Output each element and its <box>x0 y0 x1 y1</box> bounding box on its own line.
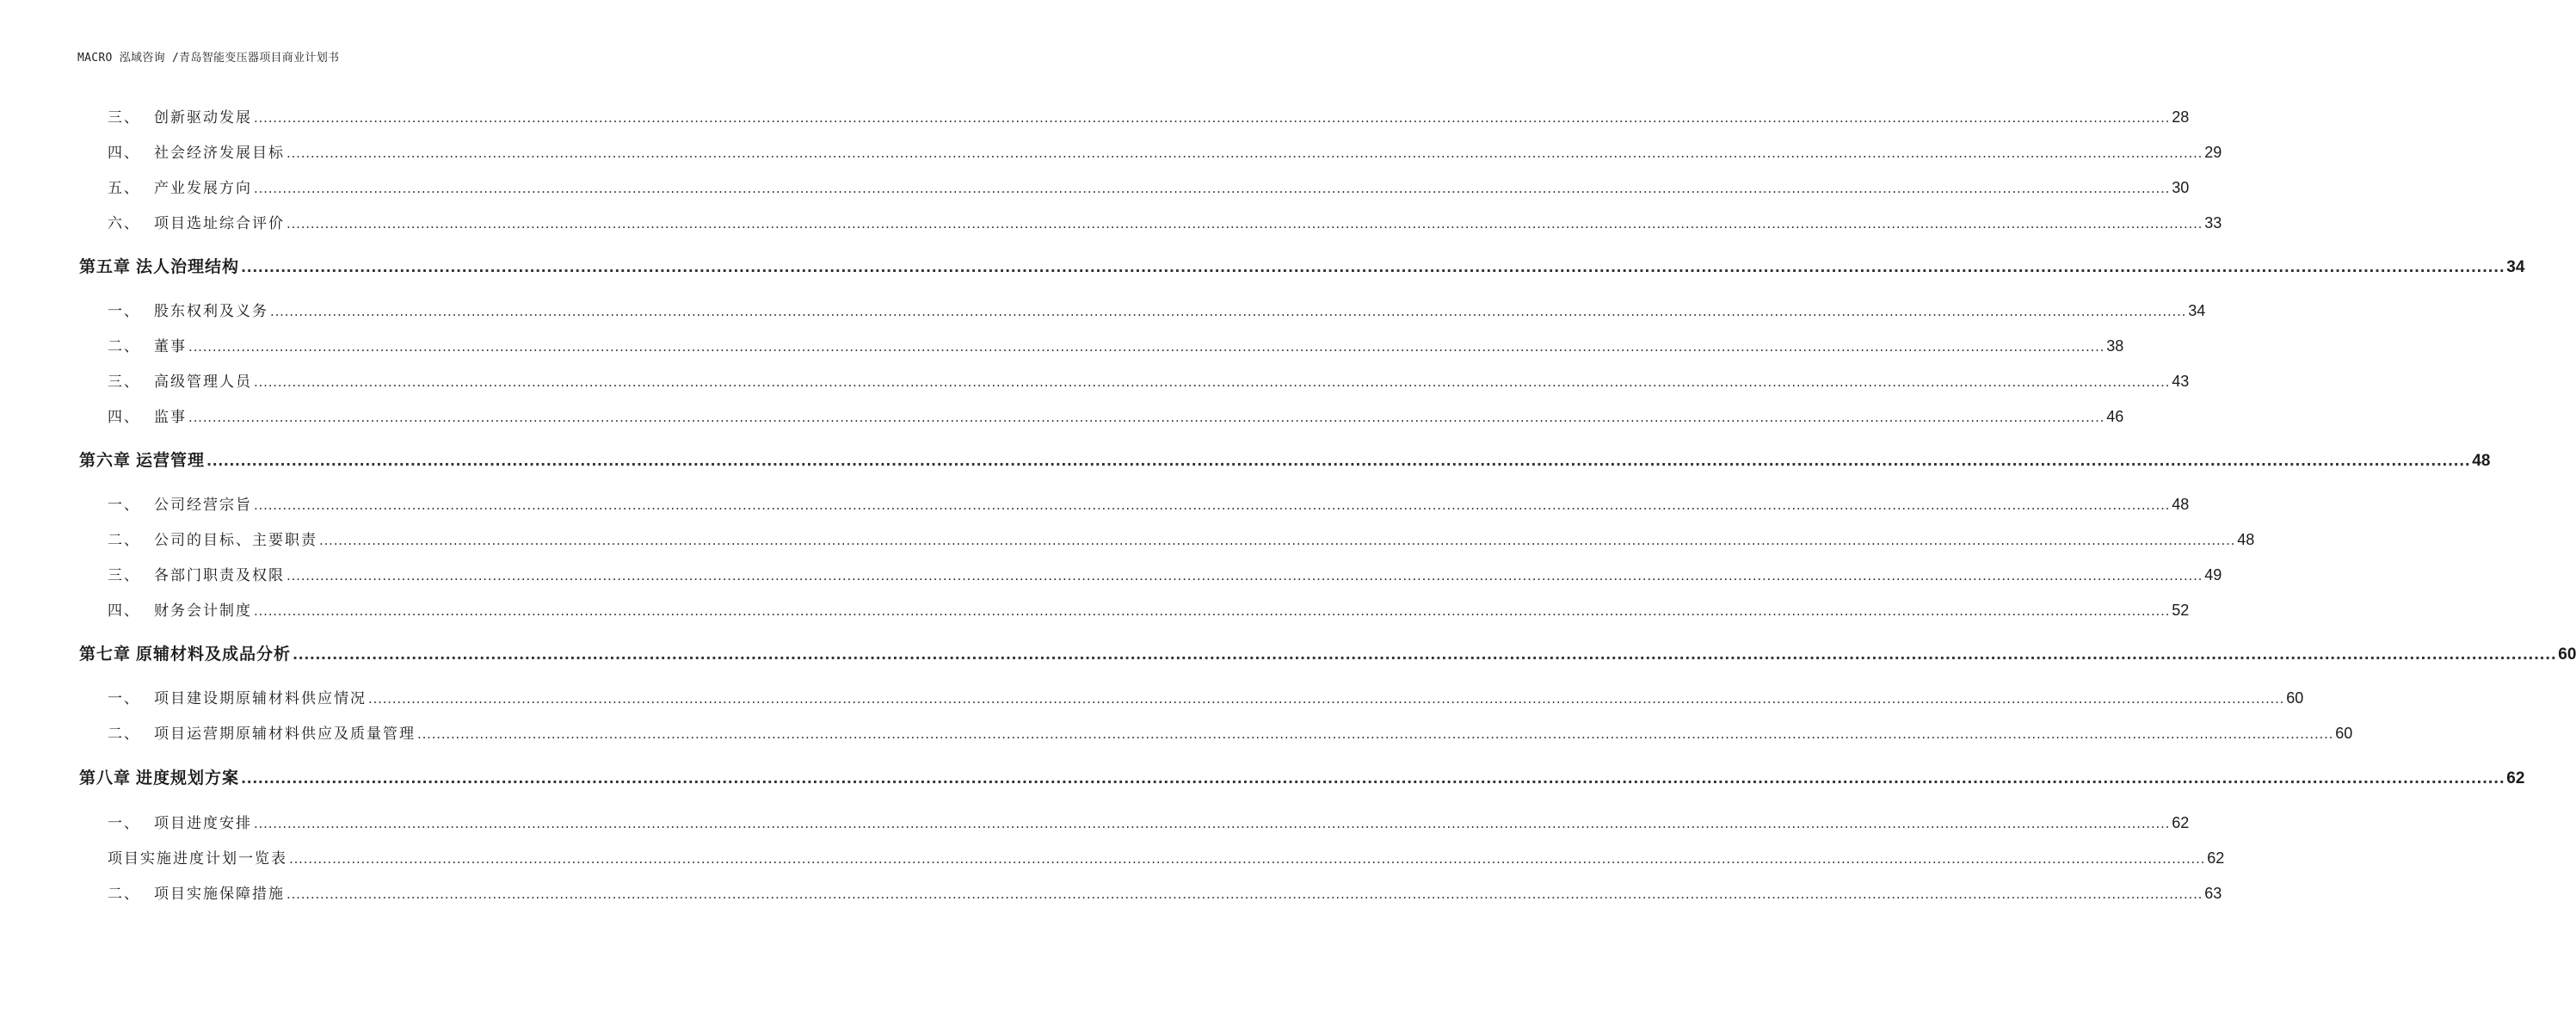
toc-entry-number: 二、 <box>108 886 140 903</box>
toc-leader-dots: ................................................................................................................................................................................................................................................................................................................................................................................................................ <box>254 181 2171 196</box>
toc-entry-title <box>79 448 205 472</box>
toc-entry-text: 项目实施保障措施 <box>154 886 285 903</box>
toc-page-number: 46 <box>2106 408 2124 425</box>
toc-entry-number: 四、 <box>108 602 140 620</box>
toc-entry-number: 四、 <box>108 145 140 162</box>
toc-entry-text: 项目建设期原辅材料供应情况 <box>154 690 367 707</box>
toc-leader-dots: ................................................................................................................................................................................................................................................................................................................................................................................................................ <box>254 497 2171 513</box>
toc-section-entry[interactable] <box>108 598 2190 622</box>
toc-entry-title <box>108 212 285 236</box>
toc-entry-title <box>108 141 285 165</box>
toc-page-number: 62 <box>2207 849 2225 867</box>
toc-entry-number: 六、 <box>108 215 140 232</box>
toc-leader-dots: ................................................................................................................................................................................................................................................................................................................................................................................................................ <box>417 726 2334 742</box>
toc-entry-number: 第七章 <box>79 645 132 664</box>
toc-section-entry[interactable] <box>108 176 2190 200</box>
toc-section-entry[interactable] <box>108 811 2190 835</box>
toc-leader-dots: ................................................................................................................................................................................................................................................................................................................................................................................................................ <box>254 110 2171 126</box>
toc-entry-text: 股东权利及义务 <box>154 303 268 320</box>
toc-page-number: 28 <box>2172 108 2190 126</box>
toc-entry-number: 第八章 <box>79 769 132 787</box>
toc-page-number: 62 <box>2506 769 2525 787</box>
toc-entry-title <box>108 335 187 359</box>
toc-entry-number: 二、 <box>108 532 140 549</box>
toc-page-number: 60 <box>2335 725 2353 742</box>
toc-entry-title <box>108 370 252 394</box>
toc-entry-number: 四、 <box>108 409 140 426</box>
toc-section-entry[interactable] <box>108 211 2222 235</box>
toc-entry-title <box>108 812 252 836</box>
toc-page-number: 52 <box>2172 602 2190 619</box>
toc-section-entry[interactable] <box>108 528 2255 552</box>
toc-page-number: 30 <box>2172 179 2190 196</box>
toc-entry-number: 一、 <box>108 497 140 514</box>
toc-entry-number: 二、 <box>108 726 140 743</box>
toc-entry-number: 第五章 <box>79 257 132 276</box>
toc-section-entry[interactable] <box>108 299 2206 323</box>
toc-entry-title <box>108 405 187 429</box>
toc-entry-number: 五、 <box>108 180 140 197</box>
toc-page-number: 48 <box>2472 452 2491 470</box>
toc-leader-dots: ................................................................................................................................................................................................................................................................................................................................................................................................................ <box>241 259 2505 275</box>
toc-leader-dots: ................................................................................................................................................................................................................................................................................................................................................................................................................ <box>319 533 2236 548</box>
toc-page-number: 33 <box>2204 214 2222 232</box>
toc-page-number: 29 <box>2204 144 2222 161</box>
toc-entry-title <box>79 255 239 279</box>
toc-entry-text: 项目选址综合评价 <box>154 215 285 232</box>
toc-entry-text: 进度规划方案 <box>136 769 240 787</box>
toc-leader-dots: ................................................................................................................................................................................................................................................................................................................................................................................................................ <box>241 770 2505 787</box>
toc-leader-dots: ................................................................................................................................................................................................................................................................................................................................................................................................................ <box>287 568 2203 584</box>
toc-entry-text: 创新驱动发展 <box>154 109 252 127</box>
toc-section-entry[interactable] <box>108 369 2190 393</box>
toc-section-entry[interactable] <box>108 686 2304 710</box>
toc-page-number: 34 <box>2506 258 2525 276</box>
toc-page-number: 48 <box>2172 496 2190 513</box>
page-header <box>77 48 714 65</box>
toc-entry-title <box>108 299 268 324</box>
toc-entry-number: 二、 <box>108 338 140 355</box>
toc-chapter-entry[interactable] <box>79 448 2491 472</box>
toc-leader-dots: ................................................................................................................................................................................................................................................................................................................................................................................................................ <box>289 851 2206 867</box>
toc-entry-text: 董事 <box>154 338 187 355</box>
toc-entry-text: 各部门职责及权限 <box>154 567 285 584</box>
toc-entry-title <box>108 599 252 623</box>
toc-entry-text: 财务会计制度 <box>154 602 252 620</box>
toc-entry-text: 项目进度安排 <box>154 815 252 832</box>
toc-entry-number: 一、 <box>108 303 140 320</box>
toc-entry-title <box>79 642 291 666</box>
toc-section-entry[interactable] <box>108 563 2222 587</box>
toc-entry-number: 三、 <box>108 109 140 127</box>
toc-leader-dots: ................................................................................................................................................................................................................................................................................................................................................................................................................ <box>287 216 2203 232</box>
toc-entry-text: 原辅材料及成品分析 <box>136 645 292 664</box>
toc-section-entry[interactable] <box>108 721 2353 745</box>
toc-entry-title <box>108 528 317 553</box>
toc-entry-title <box>79 766 239 790</box>
toc-entry-title <box>108 493 252 517</box>
toc-page-number: 60 <box>2286 689 2304 707</box>
toc-entry-text: 产业发展方向 <box>154 180 252 197</box>
toc-page-number: 49 <box>2204 566 2222 584</box>
toc-page-number: 34 <box>2188 302 2206 319</box>
toc-entry-text: 法人治理结构 <box>136 257 240 276</box>
toc-leader-dots: ................................................................................................................................................................................................................................................................................................................................................................................................................ <box>254 816 2171 831</box>
toc-chapter-entry[interactable] <box>79 642 2576 666</box>
toc-entry-title <box>108 722 416 746</box>
toc-section-entry[interactable] <box>108 105 2190 129</box>
toc-section-entry[interactable] <box>108 881 2222 905</box>
toc-section-entry[interactable] <box>108 404 2124 429</box>
toc-entry-text: 项目运营期原辅材料供应及质量管理 <box>154 726 416 743</box>
toc-section-entry[interactable] <box>108 140 2222 164</box>
toc-leader-dots: ................................................................................................................................................................................................................................................................................................................................................................................................................ <box>254 374 2171 390</box>
toc-entry-text: 公司的目标、主要职责 <box>154 532 317 549</box>
toc-page-number: 38 <box>2106 337 2124 355</box>
toc-entry-number: 一、 <box>108 815 140 832</box>
toc-entry-number: 三、 <box>108 567 140 584</box>
toc-entry-text: 高级管理人员 <box>154 374 252 391</box>
toc-leader-dots: ................................................................................................................................................................................................................................................................................................................................................................................................................ <box>254 603 2171 619</box>
toc-page-number: 62 <box>2172 814 2190 831</box>
toc-entry-number: 一、 <box>108 690 140 707</box>
toc-leader-dots: ................................................................................................................................................................................................................................................................................................................................................................................................................ <box>293 646 2557 663</box>
toc-entry-title <box>108 847 287 871</box>
toc-page-number: 63 <box>2204 885 2222 902</box>
toc-leader-dots: ................................................................................................................................................................................................................................................................................................................................................................................................................ <box>287 886 2203 902</box>
toc-page-number: 60 <box>2558 645 2576 664</box>
header-brand: MACRO 泓域咨询 <box>77 52 165 65</box>
toc-entry-title <box>108 106 252 130</box>
toc-section-entry[interactable] <box>108 334 2124 358</box>
toc-entry-number: 第六章 <box>79 451 132 470</box>
toc-chapter-entry[interactable] <box>79 255 2525 279</box>
toc-entry-text: 监事 <box>154 409 187 426</box>
toc-leader-dots: ................................................................................................................................................................................................................................................................................................................................................................................................................ <box>287 145 2203 161</box>
toc-leader-dots: ................................................................................................................................................................................................................................................................................................................................................................................................................ <box>188 339 2105 355</box>
toc-leader-dots: ................................................................................................................................................................................................................................................................................................................................................................................................................ <box>188 410 2105 425</box>
toc-entry-title <box>108 176 252 201</box>
header-doc-title: /青岛智能变压器项目商业计划书 <box>171 52 340 65</box>
toc-entry-text: 社会经济发展目标 <box>154 145 285 162</box>
toc-entry-text: 公司经营宗旨 <box>154 497 252 514</box>
toc-entry-text: 项目实施进度计划一览表 <box>108 850 287 868</box>
toc-section-entry[interactable] <box>108 492 2190 516</box>
toc-chapter-entry[interactable] <box>79 766 2525 790</box>
toc-entry-title <box>108 564 285 588</box>
toc-entry-number: 三、 <box>108 374 140 391</box>
toc-page-number: 43 <box>2172 373 2190 390</box>
toc-leader-dots: ................................................................................................................................................................................................................................................................................................................................................................................................................ <box>368 691 2285 707</box>
toc-leader-dots: ................................................................................................................................................................................................................................................................................................................................................................................................................ <box>206 453 2471 469</box>
toc-page-number: 48 <box>2237 531 2255 548</box>
toc-entry-title <box>108 882 285 906</box>
toc-section-entry[interactable] <box>108 846 2225 870</box>
toc-entry-text: 运营管理 <box>136 451 206 470</box>
toc-entry-title <box>108 687 367 711</box>
toc-leader-dots: ................................................................................................................................................................................................................................................................................................................................................................................................................ <box>270 304 2187 319</box>
